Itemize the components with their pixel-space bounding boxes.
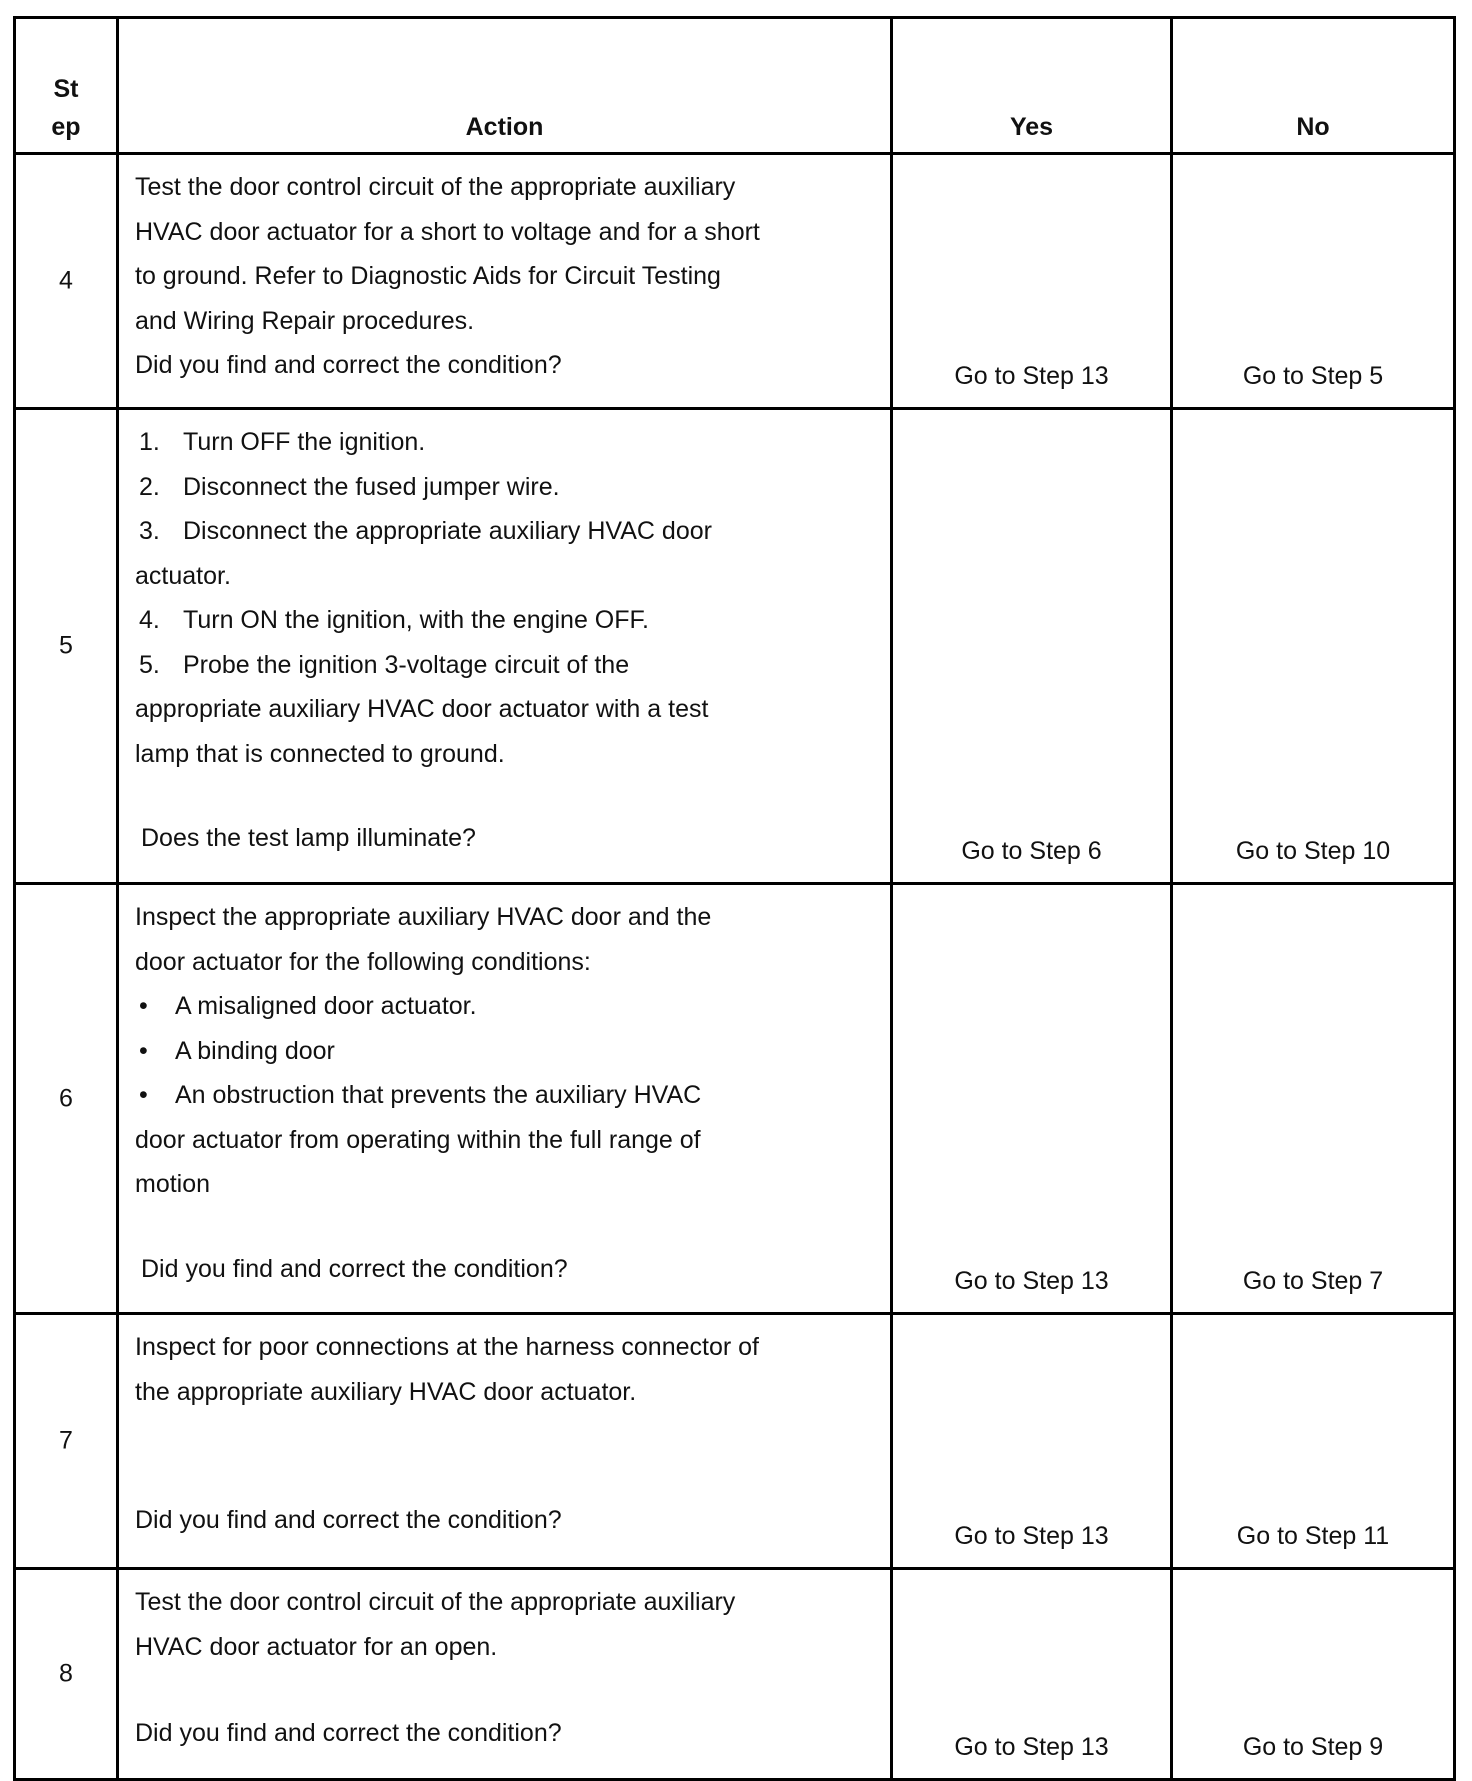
- action-list-continuation: appropriate auxiliary HVAC door actuator with a test: [135, 695, 709, 723]
- header-action: Action: [118, 18, 892, 154]
- action-question: Did you find and correct the condition?: [141, 1254, 568, 1283]
- action-question: Did you find and correct the condition?: [135, 351, 562, 379]
- yes-result: Go to Step 6: [961, 837, 1102, 865]
- no-cell: [1172, 409, 1455, 884]
- header-row: [15, 18, 1455, 154]
- yes-result: Go to Step 13: [954, 1267, 1109, 1295]
- action-cell: [118, 409, 892, 884]
- no-cell: [1172, 884, 1455, 1314]
- step-cell: 4: [15, 154, 118, 409]
- step-cell: 6: [15, 884, 118, 1314]
- yes-cell: [892, 154, 1172, 409]
- action-question: Does the test lamp illuminate?: [141, 824, 476, 852]
- step-cell: 8: [15, 1569, 118, 1780]
- action-list-continuation: actuator.: [135, 561, 231, 590]
- action-bullet-continuation: door actuator from operating within the full range of: [135, 1125, 701, 1154]
- header-step-line2: ep: [51, 113, 81, 141]
- yes-result: Go to Step 13: [954, 1522, 1109, 1550]
- yes-result: Go to Step 13: [954, 1733, 1109, 1761]
- action-list-item: 3. Disconnect the appropriate auxiliary HVAC door: [139, 517, 712, 545]
- table-row: [15, 1314, 1455, 1569]
- yes-cell: [892, 1314, 1172, 1569]
- no-result: Go to Step 10: [1235, 837, 1391, 865]
- action-line: the appropriate auxiliary HVAC door actuator.: [135, 1377, 637, 1406]
- action-cell: [118, 884, 892, 1314]
- action-bullet-item: • A misaligned door actuator.: [139, 992, 477, 1020]
- yes-cell: [892, 884, 1172, 1314]
- header-step: [15, 18, 118, 154]
- no-result: Go to Step 7: [1242, 1267, 1384, 1295]
- action-line: door actuator for the following conditions:: [135, 947, 591, 976]
- table-row: [15, 884, 1455, 1314]
- action-line: Test the door control circuit of the appropriate auxiliary: [135, 1588, 736, 1616]
- table-row: [15, 409, 1455, 884]
- header-step-line1: St: [53, 75, 79, 103]
- action-list-item: 4. Turn ON the ignition, with the engine OFF.: [139, 606, 649, 634]
- action-line: Test the door control circuit of the appropriate auxiliary: [135, 173, 736, 201]
- action-line: Inspect for poor connections at the harness connector of: [135, 1333, 759, 1361]
- diagnostic-steps-table: [13, 16, 1456, 1781]
- yes-cell: [892, 409, 1172, 884]
- action-line: HVAC door actuator for a short to voltage and for a short: [135, 217, 760, 246]
- action-bullet-item: • An obstruction that prevents the auxiliary HVAC: [139, 1081, 702, 1109]
- action-line: to ground. Refer to Diagnostic Aids for Circuit Testing: [135, 262, 721, 290]
- action-bullet-item: • A binding door: [139, 1036, 335, 1065]
- no-cell: [1172, 1314, 1455, 1569]
- action-line: and Wiring Repair procedures.: [135, 306, 475, 335]
- header-yes: Yes: [892, 18, 1172, 154]
- table-row: [15, 1569, 1455, 1780]
- action-list-item: 1. Turn OFF the ignition.: [139, 428, 426, 456]
- yes-result: Go to Step 13: [954, 362, 1109, 390]
- table-row: [15, 154, 1455, 409]
- yes-cell: [892, 1569, 1172, 1780]
- no-result: Go to Step 5: [1242, 362, 1384, 390]
- action-list-continuation: lamp that is connected to ground.: [135, 739, 505, 768]
- action-cell: [118, 1314, 892, 1569]
- no-result: Go to Step 9: [1242, 1733, 1384, 1761]
- action-cell: [118, 1569, 892, 1780]
- no-cell: [1172, 154, 1455, 409]
- action-line: Inspect the appropriate auxiliary HVAC door and the: [135, 903, 712, 931]
- action-list-item: 2. Disconnect the fused jumper wire.: [139, 472, 560, 501]
- action-list-item: 5. Probe the ignition 3-voltage circuit of the: [139, 650, 630, 679]
- action-bullet-continuation: motion: [135, 1170, 211, 1198]
- no-cell: [1172, 1569, 1455, 1780]
- action-cell: [118, 154, 892, 409]
- action-question: Did you find and correct the condition?: [135, 1719, 562, 1747]
- step-cell: 7: [15, 1314, 118, 1569]
- step-cell: 5: [15, 409, 118, 884]
- action-question: Did you find and correct the condition?: [135, 1506, 562, 1534]
- action-line: HVAC door actuator for an open.: [135, 1632, 498, 1661]
- no-result: Go to Step 11: [1236, 1522, 1390, 1550]
- header-no: No: [1172, 18, 1455, 154]
